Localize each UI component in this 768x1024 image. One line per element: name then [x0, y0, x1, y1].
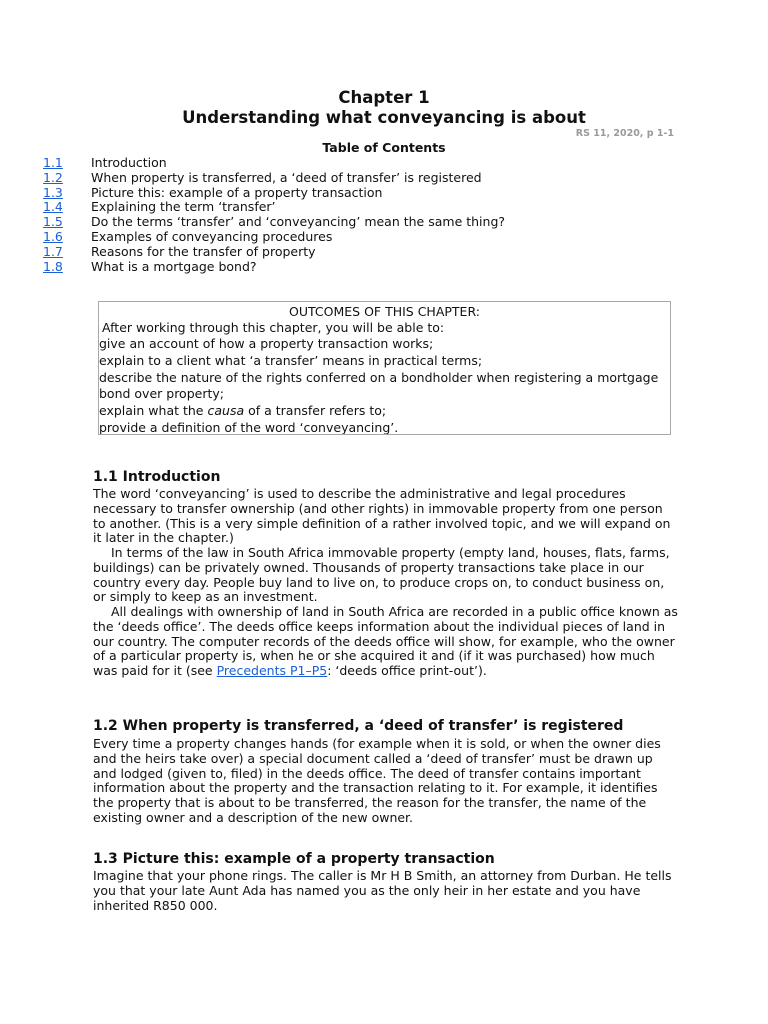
toc-link[interactable]: 1.3	[43, 184, 63, 200]
chapter-number: Chapter 1	[338, 88, 430, 107]
toc-heading: Table of Contents	[322, 140, 446, 155]
toc-link[interactable]: 1.8	[43, 258, 63, 274]
toc-item-title: Examples of conveyancing procedures	[91, 228, 333, 244]
toc-link[interactable]: 1.2	[43, 169, 63, 185]
section-1-2-paragraph: Every time a property changes hands (for example when it is sold, or when the owner dies and the heirs take over) a special document called a ‘deed of transfer’ must be drawn up and lodged (given to, filed) in the deeds office. The deed of transfer contains important information about the property and the transaction relating to it. For example, it identifies the property that is about to be transferred, the reason for the transfer, the name of the existing owner and a description of the new owner.	[93, 736, 661, 825]
toc-item-title: Reasons for the transfer of property	[91, 243, 316, 259]
toc-item	[43, 215, 505, 230]
outcome-item: describe the nature of the rights conferred on a bondholder when registering a mortgage bond over property;	[99, 370, 659, 401]
intro-paragraph-1: The word ‘conveyancing’ is used to describe the administrative and legal procedures necessary to transfer ownership (and other rights) in immovable property from one person to another. (This is a very simple definition of a rather involved topic, and we will expand on it later in the chapter.)	[93, 486, 671, 546]
toc-link[interactable]: 1.1	[43, 155, 63, 170]
outcomes-list	[99, 336, 670, 435]
toc-item-title: Picture this: example of a property transaction	[91, 184, 383, 200]
toc-link[interactable]: 1.6	[43, 228, 63, 244]
section-heading-1-1: 1.1 Introduction	[93, 469, 221, 485]
intro-paragraph-2: In terms of the law in South Africa immovable property (empty land, houses, flats, farms, buildings) can be privately owned. Thousands of property transactions take place in our country every day. People buy land to live on, to produce crops on, to conduct business on, or simply to keep as an investment.	[93, 545, 670, 605]
toc-link[interactable]: 1.7	[43, 243, 63, 259]
outcome-item: give an account of how a property transaction works;	[99, 336, 434, 351]
toc-item	[43, 230, 505, 245]
toc-item	[43, 200, 505, 215]
outcome-item: explain what the causa of a transfer refers to;	[99, 403, 387, 418]
outcome-item: explain to a client what ‘a transfer’ means in practical terms;	[99, 353, 483, 368]
outcomes-box	[98, 301, 671, 435]
toc-item-title: When property is transferred, a ‘deed of transfer’ is registered	[91, 169, 482, 185]
table-of-contents	[43, 156, 505, 274]
page-reference: RS 11, 2020, p 1-1	[575, 128, 674, 139]
outcomes-title: OUTCOMES OF THIS CHAPTER:	[289, 304, 480, 319]
section-heading-1-2: 1.2 When property is transferred, a ‘deed of transfer’ is registered	[93, 718, 624, 734]
toc-item	[43, 260, 505, 275]
outcomes-intro: After working through this chapter, you will be able to:	[102, 320, 445, 335]
toc-item-title: Do the terms ‘transfer’ and ‘conveyancing’ mean the same thing?	[91, 214, 506, 230]
toc-link[interactable]: 1.5	[43, 214, 63, 230]
precedents-link[interactable]: Precedents P1–P5	[216, 663, 328, 679]
toc-item-title: Introduction	[91, 155, 167, 170]
toc-item-title: Explaining the term ‘transfer’	[91, 199, 276, 215]
toc-item	[43, 245, 505, 260]
toc-item-title: What is a mortgage bond?	[91, 258, 257, 274]
toc-item	[43, 171, 505, 186]
section-1-3-paragraph: Imagine that your phone rings. The caller is Mr H B Smith, an attorney from Durban. He tells you that your late Aunt Ada has named you as the only heir in her estate and you have inherited R850 000.	[93, 868, 672, 913]
section-heading-1-3: 1.3 Picture this: example of a property transaction	[93, 851, 495, 867]
toc-item	[43, 186, 505, 201]
outcome-item: provide a definition of the word ‘conveyancing’.	[99, 420, 399, 435]
toc-item	[43, 156, 505, 171]
intro-paragraph-3: All dealings with ownership of land in South Africa are recorded in a public office known as the ‘deeds office’. The deeds office keeps information about the individual pieces of land in our country. The computer records of the deeds office will show, for example, who the owner of a particular property is, when he or she acquired it and (if it was purchased) how much was paid for it (see Precedents P1–P5: ‘deeds office print-out’).	[93, 604, 678, 679]
toc-link[interactable]: 1.4	[43, 199, 63, 215]
chapter-title: Understanding what conveyancing is about	[182, 108, 586, 127]
